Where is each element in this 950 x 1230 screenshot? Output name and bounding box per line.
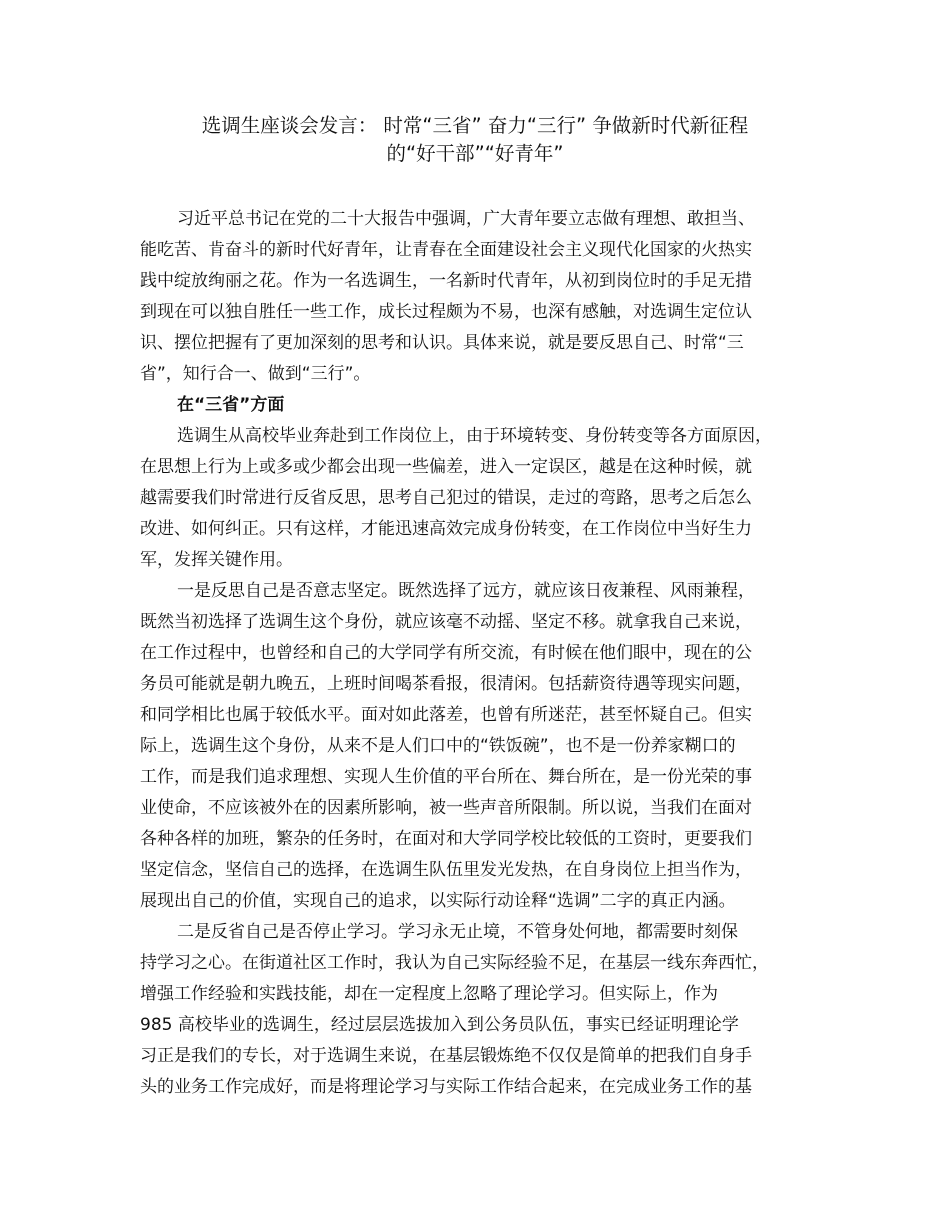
body-line: 践中绽放绚丽之花。作为一名选调生，一名新时代青年，从初到岗位时的手足无措 [140,271,752,291]
body-line: 二是反省自己是否停止学习。学习永无止境，不管身处何地，都需要时刻保 [177,922,738,942]
body-line: 习正是我们的专长，对于选调生来说，在基层锻炼绝不仅仅是简单的把我们自身手 [140,1046,752,1066]
body-line: 各种各样的加班，繁杂的任务时，在面对和大学同学校比较低的工资时，更要我们 [140,829,752,849]
body-line: 坚定信念，坚信自己的选择，在选调生队伍里发光发热，在自身岗位上担当作为， [140,860,752,880]
document-body [140,204,830,1103]
body-line: 省”，知行合一、做到“三行”。 [140,364,371,384]
section-heading: 在“三省”方面 [177,395,285,415]
body-line: 到现在可以独自胜任一些工作，成长过程颇为不易，也深有感触，对选调生定位认 [140,302,752,322]
body-line: 展现出自己的价值，实现自己的追求，以实际行动诠释“选调”二字的真正内涵。 [140,891,736,911]
body-line: 习近平总书记在党的二十大报告中强调，广大青年要立志做有理想、敢担当、 [177,209,755,229]
body-line: 一是反思自己是否意志坚定。既然选择了远方，就应该日夜兼程、风雨兼程， [177,581,755,601]
body-line: 际上，选调生这个身份，从来不是人们口中的“铁饭碗”，也不是一份养家糊口的 [140,736,736,756]
body-line: 增强工作经验和实践技能，却在一定程度上忽略了理论学习。但实际上，作为 [140,984,718,1004]
body-line: 业使命，不应该被外在的因素所影响，被一些声音所限制。所以说，当我们在面对 [140,798,752,818]
document-title [100,112,850,168]
body-line: 头的业务工作完成好，而是将理论学习与实际工作结合起来，在完成业务工作的基 [140,1077,752,1097]
body-line: 工作，而是我们追求理想、实现人生价值的平台所在、舞台所在，是一份光荣的事 [140,767,752,787]
title-line-2: 的“好干部”“好青年” [386,142,564,165]
body-line: 改进、如何纠正。只有这样，才能迅速高效完成身份转变，在工作岗位中当好生力 [140,519,752,539]
body-line: 军，发挥关键作用。 [140,550,293,570]
body-line: 选调生从高校毕业奔赴到工作岗位上，由于环境转变、身份转变等各方面原因， [177,426,772,446]
body-line: 在思想上行为上或多或少都会出现一些偏差，进入一定误区，越是在这种时候，就 [140,457,752,477]
body-line: 985 高校毕业的选调生，经过层层选拔加入到公务员队伍，事实已经证明理论学 [140,1015,739,1035]
body-line: 和同学相比也属于较低水平。面对如此落差，也曾有所迷茫，甚至怀疑自己。但实 [140,705,752,725]
title-line-1: 选调生座谈会发言： 时常“三省” 奋力“三行” 争做新时代新征程 [201,114,749,137]
body-line: 越需要我们时常进行反省反思，思考自己犯过的错误，走过的弯路，思考之后怎么 [140,488,752,508]
body-line: 在工作过程中，也曾经和自己的大学同学有所交流，有时候在他们眼中，现在的公 [140,643,752,663]
body-line: 识、摆位把握有了更加深刻的思考和认识。具体来说，就是要反思自己、时常“三 [140,333,744,353]
body-line: 既然当初选择了选调生这个身份，就应该毫不动摇、坚定不移。就拿我自己来说， [140,612,752,632]
body-line: 能吃苦、肯奋斗的新时代好青年，让青春在全面建设社会主义现代化国家的火热实 [140,240,752,260]
body-line: 务员可能就是朝九晚五，上班时间喝茶看报，很清闲。包括薪资待遇等现实问题， [140,674,752,694]
body-line: 持学习之心。在街道社区工作时，我认为自己实际经验不足，在基层一线东奔西忙， [140,953,769,973]
